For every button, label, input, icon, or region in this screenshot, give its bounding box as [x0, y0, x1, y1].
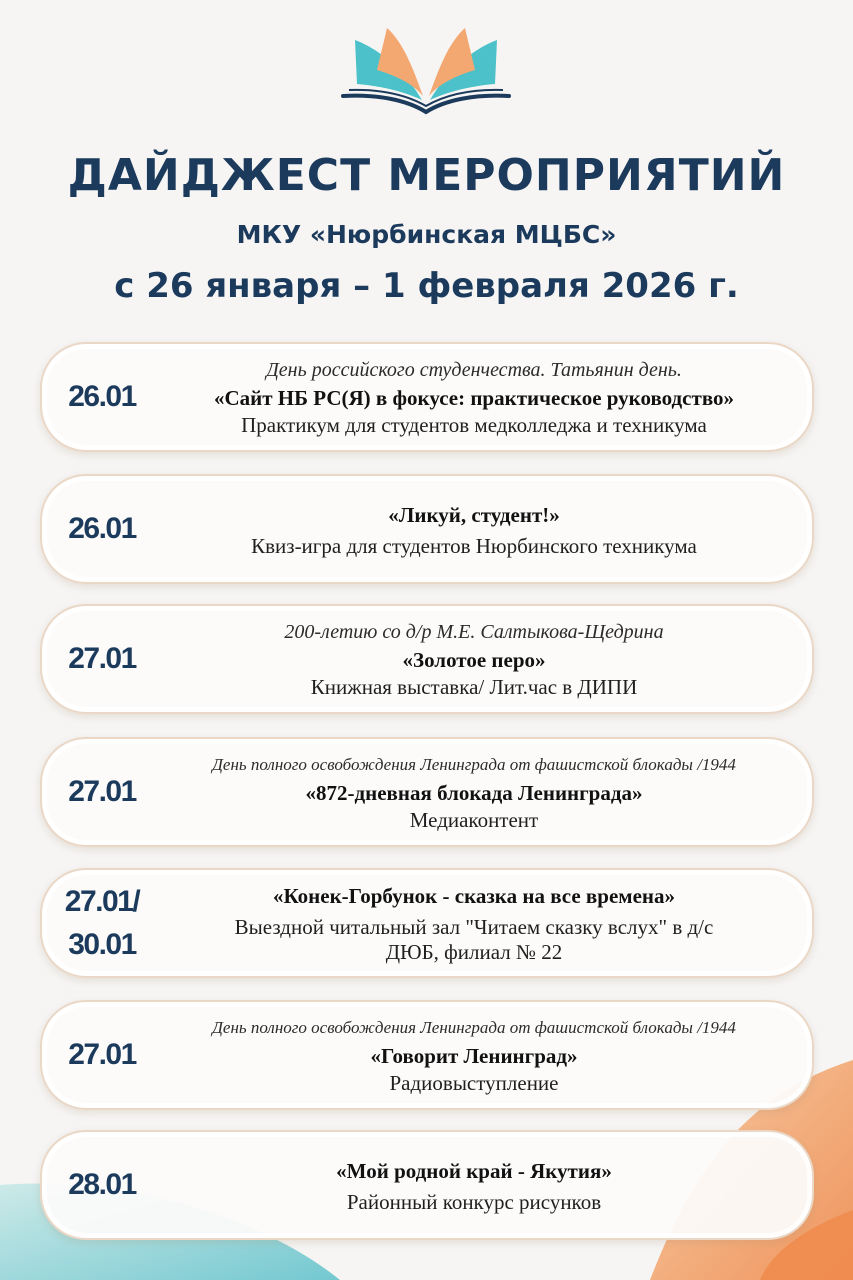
event-card — [40, 342, 814, 452]
event-note: 200-летию со д/р М.Е. Салтыкова-Щедрина — [284, 620, 664, 643]
event-date: 27.01 — [68, 1038, 136, 1072]
event-description: Квиз-игра для студентов Нюрбинского техникума — [251, 533, 697, 558]
event-description: Выездной читальный зал "Читаем сказку вслух" в д/с — [234, 915, 714, 939]
event-name: «Ликуй, студент!» — [388, 502, 560, 527]
event-date: 27.01 — [68, 775, 136, 809]
event-card — [40, 604, 814, 714]
page-title: ДАЙДЖЕСТ МЕРОПРИЯТИЙ — [67, 150, 786, 201]
event-description: Районный конкурс рисунков — [346, 1189, 602, 1214]
event-name: «Конек-Горбунок - сказка на все времена» — [272, 884, 675, 908]
event-date — [50, 870, 154, 976]
event-date-line: 30.01 — [68, 928, 136, 961]
event-description: ДЮБ, филиал № 22 — [385, 940, 563, 964]
open-book-logo — [337, 22, 515, 117]
event-card — [40, 1130, 814, 1240]
event-name: «Сайт НБ РС(Я) в фокусе: практическое руководство» — [213, 385, 735, 410]
event-description: Медиаконтент — [409, 807, 539, 832]
event-name: «Говорит Ленинград» — [370, 1043, 578, 1068]
event-card — [40, 474, 814, 584]
event-note: День полного освобождения Ленинграда от фашистской блокады /1944 — [212, 1017, 736, 1037]
event-name: «Мой родной край - Якутия» — [336, 1158, 612, 1183]
event-date: 28.01 — [68, 1168, 136, 1202]
event-date: 26.01 — [68, 512, 136, 546]
event-description: Книжная выставка/ Лит.час в ДИПИ — [310, 674, 638, 699]
event-note: День российского студенчества. Татьянин день. — [266, 358, 682, 381]
organization-name: МКУ «Нюрбинская МЦБС» — [236, 220, 617, 249]
event-note: День полного освобождения Ленинграда от фашистской блокады /1944 — [212, 754, 736, 774]
event-card — [40, 868, 814, 978]
event-name: «872-дневная блокада Ленинграда» — [305, 780, 643, 805]
event-date: 26.01 — [68, 380, 136, 414]
event-description: Радиовыступление — [389, 1070, 559, 1095]
event-date: 27.01 — [68, 642, 136, 676]
event-date-line: 27.01/ — [64, 884, 140, 918]
event-card — [40, 1000, 814, 1110]
event-name: «Золотое перо» — [402, 647, 546, 672]
event-description: Практикум для студентов медколледжа и техникума — [241, 412, 707, 437]
date-range: с 26 января – 1 февраля 2026 г. — [114, 266, 739, 306]
event-card — [40, 737, 814, 847]
